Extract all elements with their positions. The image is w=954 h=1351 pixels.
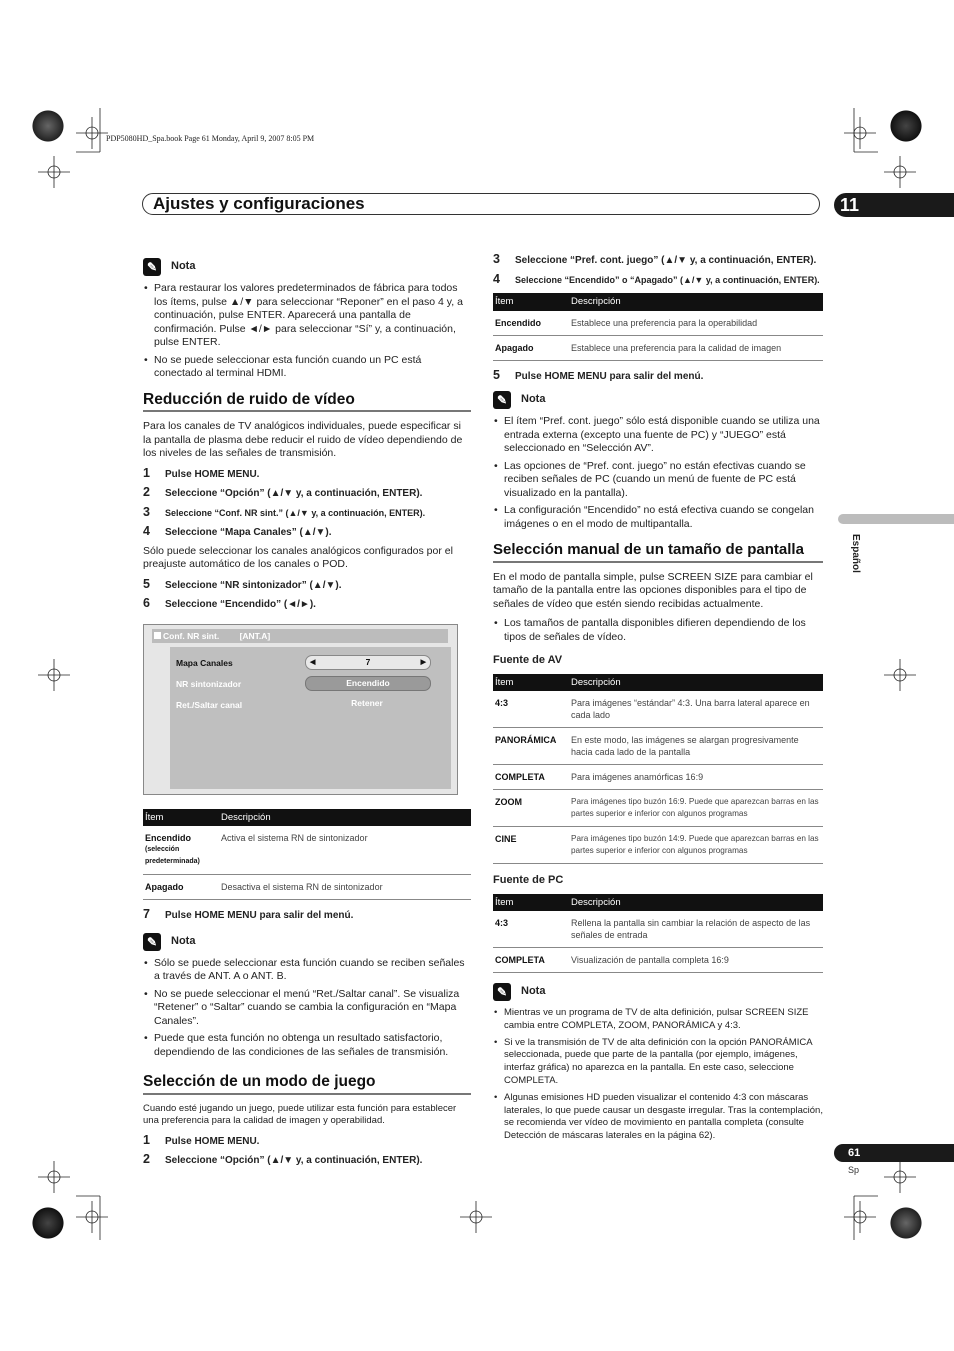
left-column — [143, 254, 471, 1173]
step: 4 Seleccione “Encendido” o “Apagado” (▲/▼ y, a continuación, ENTER). — [493, 271, 820, 286]
language-tab — [838, 514, 954, 524]
section-intro: Para los canales de TV analógicos individuales, puede especificar si la pantalla de plasma debe reducir el ruido de vídeo dependiendo de los niveles de las señales de transmisión. — [143, 420, 463, 459]
step: 2 Seleccione “Opción” (▲/▼ y, a continuación, ENTER). — [143, 485, 423, 499]
table-row: 4:3 Rellena la pantalla sin cambiar la relación de aspecto de las señales de entrada — [493, 911, 823, 948]
nota-list — [493, 415, 823, 531]
list-item: • La configuración “Encendido” no está efectiva cuando se congelan imágenes o en el modo de multipantalla. — [504, 504, 823, 531]
nr-table: Ítem Descripción Encendido (selección predeterminada) Activa el sistema RN de sintonizador Apagado Desactiva el sistema RN de sintonizador — [143, 809, 471, 901]
list-item: • Puede que esta función no obtenga un resultado satisfactorio, dependiendo de las condiciones de las señales de transmisión. — [154, 1032, 471, 1059]
step: 3 Seleccione “Pref. cont. juego” (▲/▼ y, a continuación, ENTER). — [493, 252, 817, 266]
nr-tuner-selector[interactable]: Encendido — [305, 676, 431, 691]
step-note: Sólo puede seleccionar los canales analógicos configurados por el preajuste automático de los canales o POD. — [143, 544, 453, 570]
table-row: Encendido Establece una preferencia para la operabilidad — [493, 311, 823, 336]
list-item: • Sólo se puede seleccionar esta función cuando se reciben señales a través de ANT. A o ANT. B. — [154, 957, 471, 984]
step: 2 Seleccione “Opción” (▲/▼ y, a continuación, ENTER). — [143, 1152, 423, 1166]
page-title: Ajustes y configuraciones — [153, 194, 365, 213]
av-table: Ítem Descripción 4:3 Para imágenes “estándar” 4:3. Una barra lateral aparece en cada lado PANORÁMICA En este modo, las imágenes se alargan progresivamente hacia cada lado de la pantalla COMPLETA Para imágenes anamórficas 16:9 ZOOM Para imágenes tipo buzón 16:9. Puede que aparezcan barras en las partes superior e inferior con algunos programas CINE Para imágenes tipo buzón 14:9. Puede que aparezcan barras en las partes superior e inferior con algunos programas — [493, 674, 823, 865]
nota-heading: ✎ Nota — [493, 391, 823, 409]
print-info: PDP5080HD_Spa.book Page 61 Monday, April 9, 2007 8:05 PM — [106, 134, 315, 143]
av-source-title: Fuente de AV — [493, 654, 563, 666]
size-list — [493, 617, 823, 644]
list-item: • Las opciones de “Pref. cont. juego” no están efectivas cuando se reciben señales de PC (cuando un menú de fuente de PC está visualizado en la pantalla). — [504, 460, 823, 501]
table-row: CINE Para imágenes tipo buzón 14:9. Puede que aparezcan barras en las partes superior e inferior con algunos programas — [493, 827, 823, 864]
osd-body — [170, 647, 451, 789]
osd-row-label: NR sintonizador — [176, 678, 242, 689]
list-item: • Los tamaños de pantalla disponibles difieren dependiendo de los tipos de señales de vídeo. — [504, 617, 823, 644]
pc-source-title: Fuente de PC — [493, 874, 564, 886]
pencil-icon: ✎ — [143, 258, 161, 276]
list-item: • Si ve la transmisión de TV de alta definición con la opción PANORÁMICA seleccionada, puede que parte de la pantalla (por ejemplo, imágenes, interfaz gráfica) no aparezca en la pantalla. En este caso, seleccione COMPLETA. — [504, 1037, 823, 1088]
list-item: • Para restaurar los valores predeterminados de fábrica para todos los ítems, pulse ▲/▼ para seleccionar “Reponer” en el paso 4 y, a continuación, pulse ENTER. Aparecerá una pantalla de confirmación. Pulse ◄/► para seleccionar “Sí” y, a continuación, pulse ENTER. — [154, 282, 471, 350]
list-item: • El ítem “Pref. cont. juego” sólo está disponible cuando se utiliza una entrada externa (excepto una fuente de PC) y “JUEGO” está seleccionado en “Selección AV”. — [504, 415, 823, 456]
list-item: • No se puede seleccionar el menú “Ret./Saltar canal”. Se visualiza “Retener” o “Saltar” cuando se cambia la configuración en “Mapa Canales”. — [154, 988, 471, 1029]
step: 4 Seleccione “Mapa Canales” (▲/▼). — [143, 524, 332, 538]
pencil-icon: ✎ — [143, 933, 161, 951]
table-row: 4:3 Para imágenes “estándar” 4:3. Una barra lateral aparece en cada lado — [493, 691, 823, 728]
nota-list — [143, 957, 471, 1060]
skip-channel-value: Retener — [351, 697, 383, 708]
nota-heading: ✎ Nota — [493, 983, 823, 1001]
page-lang: Sp — [848, 1165, 860, 1175]
page-number: 61 — [848, 1147, 861, 1159]
left-arrow-icon: ◀ — [310, 658, 316, 666]
square-icon — [154, 632, 161, 639]
table-row: Encendido (selección predeterminada) Activa el sistema RN de sintonizador — [143, 826, 471, 875]
table-row: PANORÁMICA En este modo, las imágenes se alargan progresivamente hacia cada lado de la pantalla — [493, 728, 823, 765]
table-row: Apagado Establece una preferencia para la calidad de imagen — [493, 335, 823, 360]
step: 3 Seleccione “Conf. NR sint.” (▲/▼ y, a continuación, ENTER). — [143, 504, 426, 519]
osd-row-label: Ret./Saltar canal — [176, 699, 243, 710]
pencil-icon: ✎ — [493, 391, 511, 409]
section-title-juego: Selección de un modo de juego — [143, 1075, 471, 1095]
channel-map-selector[interactable]: ◀ 7 ▶ — [305, 655, 431, 670]
step: 5 Seleccione “NR sintonizador” (▲/▼). — [143, 576, 342, 591]
pencil-icon: ✎ — [493, 983, 511, 1001]
pc-table: Ítem Descripción 4:3 Rellena la pantalla sin cambiar la relación de aspecto de las señales de entrada COMPLETA Visualización de pantalla completa 16:9 — [493, 894, 823, 974]
table-row: ZOOM Para imágenes tipo buzón 16:9. Puede que aparezcan barras en las partes superior e inferior con algunos programas — [493, 790, 823, 827]
right-arrow-icon: ▶ — [420, 658, 426, 666]
section-intro: Cuando esté jugando un juego, puede utilizar esta función para establecer una preferencia para la calidad de imagen y operabilidad. — [143, 1102, 457, 1126]
section-title-ruido: Reducción de ruido de vídeo — [143, 393, 471, 413]
nota-heading: ✎ Nota — [143, 933, 471, 951]
right-column — [493, 250, 823, 1147]
osd-menu-screen — [143, 624, 458, 795]
nota-heading: ✎ Nota — [143, 258, 471, 276]
section-title-tamano: Selección manual de un tamaño de pantalla — [493, 543, 823, 563]
osd-title-bar: Conf. NR sint. [ANT.A] — [152, 629, 448, 643]
list-item: • No se puede seleccionar esta función cuando un PC está conectado al terminal HDMI. — [154, 354, 471, 381]
table-row: COMPLETA Visualización de pantalla completa 16:9 — [493, 948, 823, 973]
language-label: Español — [850, 534, 861, 573]
list-item: • Algunas emisiones HD pueden visualizar el contenido 4:3 con máscaras laterales, lo que puede causar un desgaste irregular. Tras la contemplación, se recomienda ver vídeo de movimiento en pantalla completa (consulte Detección de máscaras laterales en la página 62). — [504, 1092, 823, 1143]
osd-row-label: Mapa Canales — [176, 657, 233, 668]
game-table: Ítem Descripción Encendido Establece una preferencia para la operabilidad Apagado Establece una preferencia para la calidad de imagen — [493, 293, 823, 361]
nota-list — [143, 282, 471, 381]
step: 1 Pulse HOME MENU. — [143, 465, 260, 480]
section-intro: En el modo de pantalla simple, pulse SCREEN SIZE para cambiar el tamaño de la pantalla entre las opciones disponibles para el tipo de señales de vídeo que estén siendo recibidas actualmente. — [493, 570, 813, 610]
step: 1 Pulse HOME MENU. — [143, 1132, 260, 1147]
step: 7 Pulse HOME MENU para salir del menú. — [143, 907, 354, 921]
step: 5 Pulse HOME MENU para salir del menú. — [493, 367, 704, 382]
table-row: COMPLETA Para imágenes anamórficas 16:9 — [493, 765, 823, 790]
chapter-number: 11 — [840, 195, 860, 215]
nota-list — [493, 1007, 823, 1143]
list-item: • Mientras ve un programa de TV de alta definición, pulsar SCREEN SIZE cambia entre COMPLETA, ZOOM, PANORÁMICA y 4:3. — [504, 1007, 823, 1033]
table-row: Apagado Desactiva el sistema RN de sintonizador — [143, 875, 471, 900]
step: 6 Seleccione “Encendido” (◄/►). — [143, 596, 316, 610]
